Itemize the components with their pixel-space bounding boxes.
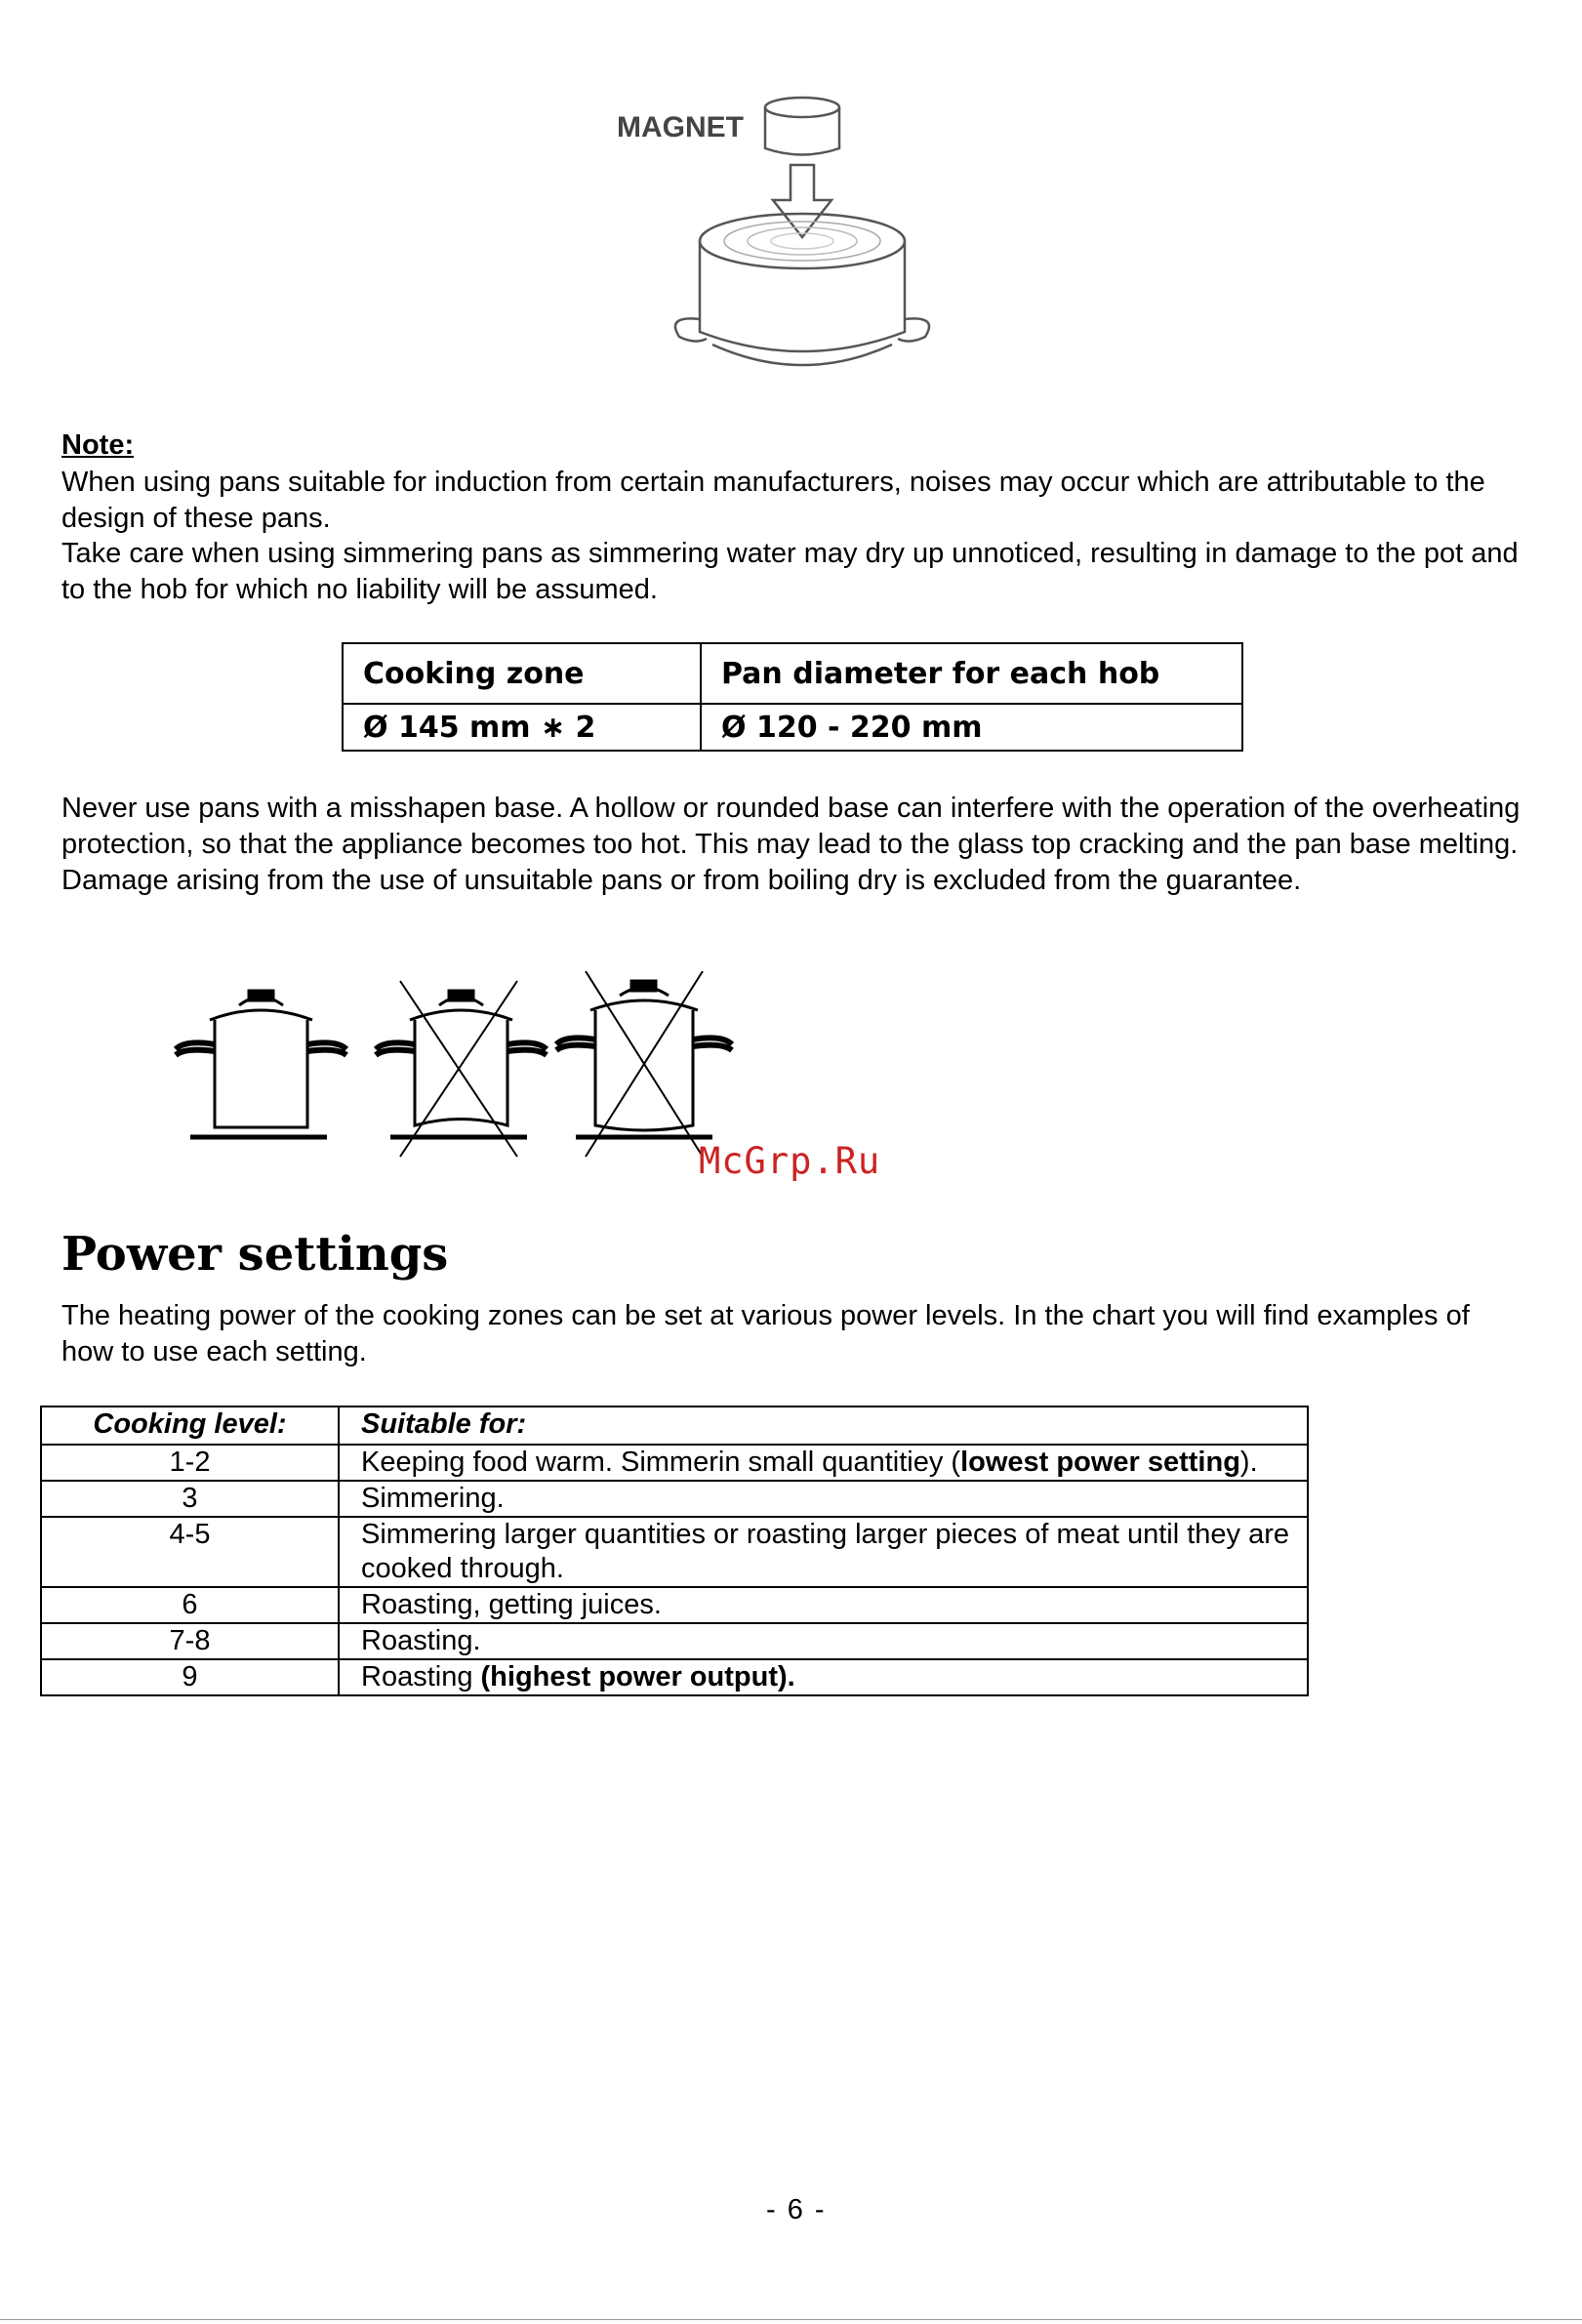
header-suitable-for: Suitable for: bbox=[339, 1407, 1308, 1445]
misshapen-base-paragraph: Never use pans with a misshapen base. A hollow or rounded base can interfere with the operation of the overheating protection, so that the appliance becomes too hot. This may lead to the glass top cracking and the pan base melting. Damage arising from the use of unsuitable pans or from boiling dry is excluded from the guarantee. bbox=[61, 793, 1521, 896]
header-cooking-level: Cooking level: bbox=[41, 1407, 339, 1445]
table-row bbox=[41, 1623, 1308, 1659]
correct-pan-icon bbox=[176, 991, 346, 1137]
table-row bbox=[41, 1481, 1308, 1517]
power-settings-intro: The heating power of the cooking zones can be set at various power levels. In the chart you will find examples of how to use each setting. bbox=[61, 1300, 1470, 1367]
zone-header-pan-diameter: Pan diameter for each hob bbox=[701, 643, 1242, 704]
power-levels-table bbox=[40, 1406, 1309, 1696]
use-cell: Keeping food warm. Simmerin small quantitiey (lowest power setting). bbox=[339, 1445, 1308, 1481]
table-row bbox=[41, 1659, 1308, 1695]
use-cell: Roasting, getting juices. bbox=[339, 1587, 1308, 1623]
zone-cell-size: Ø 145 mm ∗ 2 bbox=[343, 704, 701, 751]
zone-header-cooking-zone: Cooking zone bbox=[343, 643, 701, 704]
cooking-zone-table bbox=[342, 642, 1243, 752]
table-row bbox=[41, 1445, 1308, 1481]
use-cell: Roasting. bbox=[339, 1623, 1308, 1659]
level-cell: 6 bbox=[41, 1587, 339, 1623]
page-number: - 6 - bbox=[766, 2194, 827, 2225]
rounded-base-pan-icon bbox=[376, 981, 547, 1157]
use-cell: Simmering larger quantities or roasting larger pieces of meat until they are cooked through. bbox=[339, 1517, 1308, 1587]
table-row bbox=[41, 1587, 1308, 1623]
note-title: Note: bbox=[61, 429, 135, 461]
level-cell: 4-5 bbox=[41, 1517, 339, 1587]
hollow-base-pan-icon bbox=[556, 971, 732, 1157]
power-settings-heading: Power settings bbox=[61, 1227, 449, 1282]
use-cell: Simmering. bbox=[339, 1481, 1308, 1517]
magnet-label: MAGNET bbox=[617, 111, 744, 143]
level-cell: 3 bbox=[41, 1481, 339, 1517]
level-cell: 7-8 bbox=[41, 1623, 339, 1659]
pan-base-comparison-illustration bbox=[166, 971, 751, 1166]
level-cell: 1-2 bbox=[41, 1445, 339, 1481]
note-paragraph-1: When using pans suitable for induction from certain manufacturers, noises may occur which are attributable to the design of these pans. bbox=[61, 467, 1485, 534]
bottom-divider bbox=[0, 2319, 1582, 2320]
note-paragraph-2: Take care when using simmering pans as simmering water may dry up unnoticed, resulting in damage to the pot and to the hob for which no liability will be assumed. bbox=[61, 538, 1519, 605]
level-cell: 9 bbox=[41, 1659, 339, 1695]
magnet-pan-illustration bbox=[605, 93, 976, 410]
table-row bbox=[41, 1517, 1308, 1587]
zone-cell-diameter: Ø 120 - 220 mm bbox=[701, 704, 1242, 751]
watermark: McGrp.Ru bbox=[699, 1140, 881, 1182]
use-cell: Roasting (highest power output). bbox=[339, 1659, 1308, 1695]
